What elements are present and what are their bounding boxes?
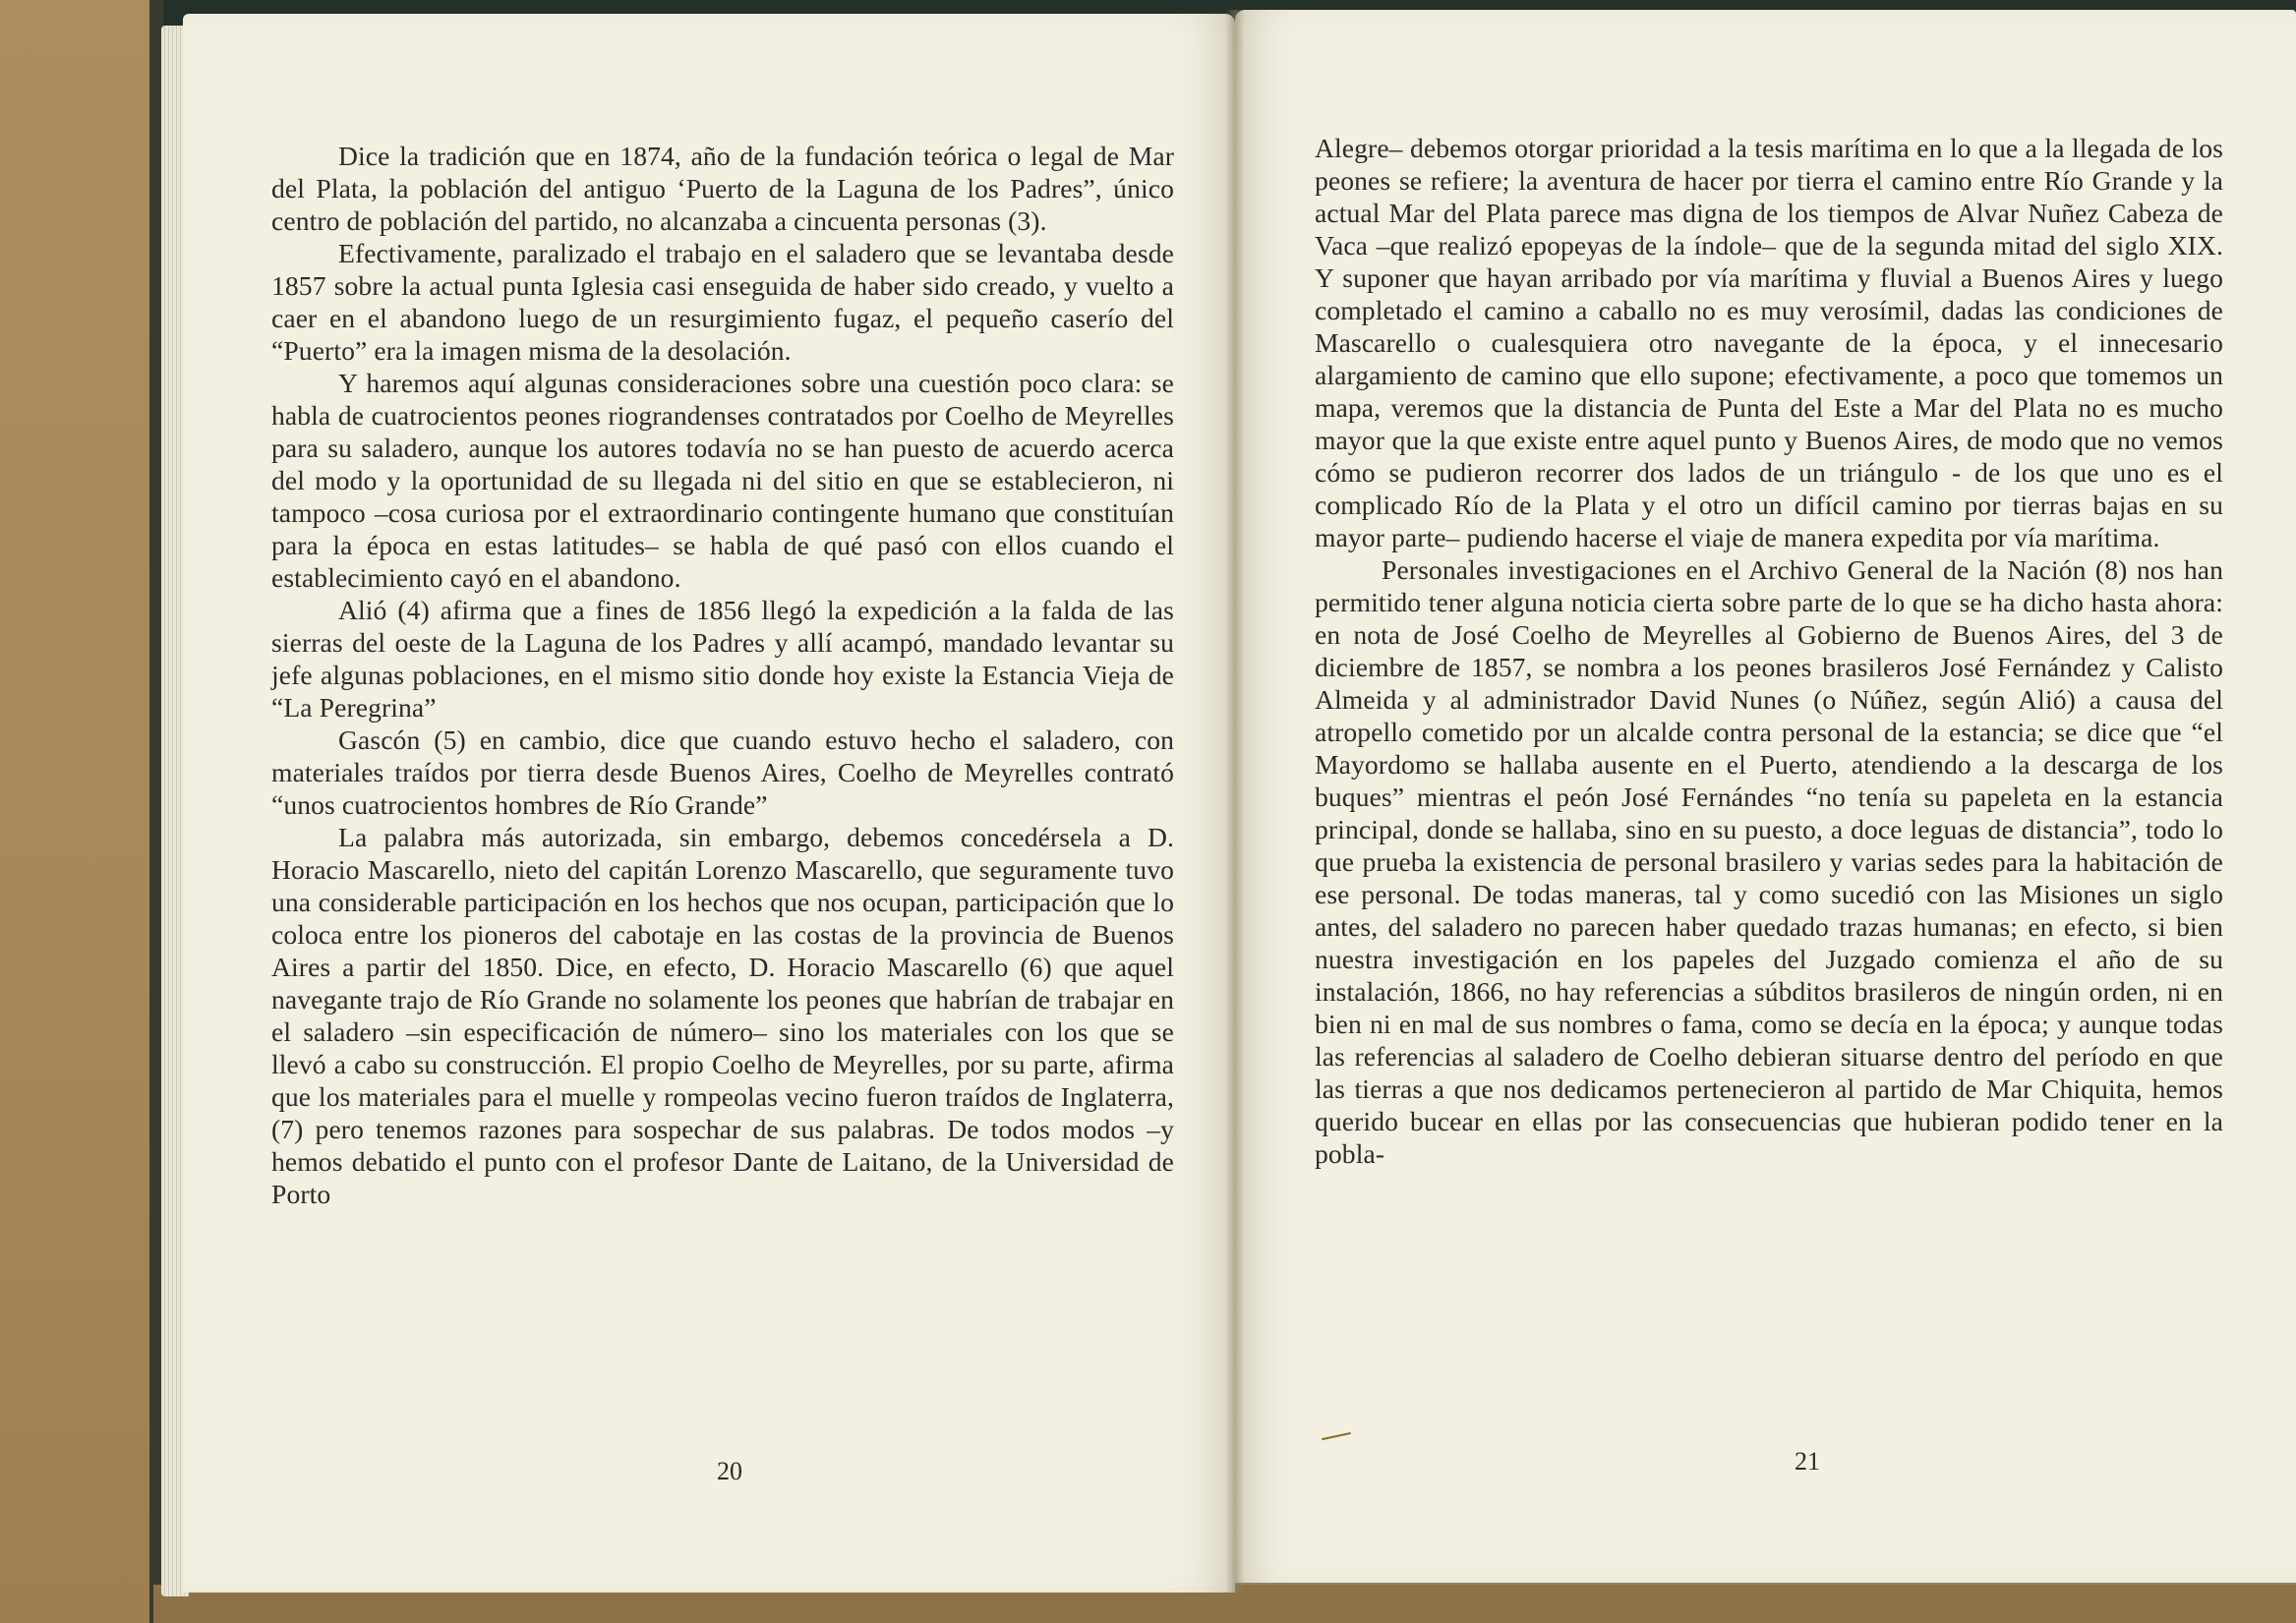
book-gutter — [1225, 10, 1245, 1593]
page-number: 20 — [717, 1457, 742, 1485]
paragraph: La palabra más autorizada, sin embargo, debemos concedérsela a D. Horacio Mascarello, nieto del capitán Lorenzo Mascarello, que seguramente tuvo una considerable participación en los hechos que nos ocupan, participación que lo coloca entre los pioneros del cabotaje en las costas de la provincia de Buenos Aires a partir del 1850. Dice, en efecto, D. Horacio Mascarello (6) que aquel navegante trajo de Río Grande no solamente los peones que habrían de trabajar en el saladero –sin especificación de número– sino los materiales con los que se llevó a cabo su construcción. El propio Coelho de Meyrelles, por su parte, afirma que los materiales para el muelle y rompeolas vecino fueron traídos de Inglaterra, (7) pero tenemos razones para sospechar de sus palabras. De todos modos –y hemos debatido el punto con el profesor Dante de Laitano, de la Universidad de Porto — [271, 822, 1174, 1209]
paragraph: Gascón (5) en cambio, dice que cuando estuvo hecho el saladero, con materiales traídos por tierra desde Buenos Aires, Coelho de Meyrelles contrató “unos cuatrocientos hombres de Río Grande” — [271, 725, 1174, 820]
page-number: 21 — [1795, 1447, 1820, 1476]
paragraph: Alió (4) afirma que a fines de 1856 llegó la expedición a la falda de las sierras del oeste de la Laguna de los Padres y allí acampó, mandado levantar su jefe algunas poblaciones, en el mismo sitio donde hoy existe la Estancia Vieja de “La Peregrina” — [271, 595, 1174, 723]
paragraph-continuation: Alegre– debemos otorgar prioridad a la tesis marítima en lo que a la llegada de los peones se refiere; la aventura de hacer por tierra el camino entre Río Grande y la actual Mar del Plata parece mas digna de los tiempos de Alvar Nuñez Cabeza de Vaca –que realizó epopeyas de la índole– que de la segunda mitad del siglo XIX. Y suponer que hayan arribado por vía marítima y fluvial a Buenos Aires y luego completado el camino a caballo no es muy verosímil, dadas las condiciones de Mascarello o cualesquiera otro navegante de la época, y el innecesario alargamiento de camino que ello supone; efectivamente, a poco que tomemos un mapa, veremos que la distancia de Punta del Este a Mar del Plata no es mucho mayor que la que existe entre aquel punto y Buenos Aires, de modo que no vemos cómo se pudieron recorrer dos lados de un triángulo - de los que uno es el complicado Río de la Plata y el otro un difícil camino por tierras bajas en su mayor parte– pudiendo hacerse el viaje de manera expedita por vía marítima. — [1315, 133, 2223, 552]
paragraph: Personales investigaciones en el Archivo General de la Nación (8) nos han permitido tener alguna noticia cierta sobre parte de lo que se ha dicho hasta ahora: en nota de José Coelho de Meyrelles al Gobierno de Buenos Aires, del 3 de diciembre de 1857, se nombra a los peones brasileros José Fernández y Calisto Almeida y al administrador David Nunes (o Núñez, según Alió) a causa del atropello cometido por un alcalde contra personal de la estancia; se dice que “el Mayordomo se hallaba ausente en el Puerto, atendiendo a la descarga de los buques” mientras el peón José Fernándes “no tenía su papeleta en la estancia principal, donde se hallaba, sino en su puesto, a doce leguas de distancia”, todo lo que prueba la existencia de personal brasilero y varias sedes para la habitación de ese personal. De todas maneras, tal y como sucedió con las Misiones un siglo antes, del saladero no parecen haber quedado trazas humanas; en efecto, si bien nuestra investigación en los papeles del Juzgado comienza el año de su instalación, 1866, no hay referencias a súbditos brasileros de ningún orden, ni en bien ni en mal de sus nombres o fama, como se decía en la época; y aunque todas las referencias al saladero de Coelho debieran situarse dentro del período en que las tierras a que nos dedicamos pertenecieron al partido de Mar Chiquita, hemos querido bucear en ellas por las consecuencias que hubieran podido tener en la pobla- — [1315, 554, 2223, 1169]
left-page-text — [271, 140, 1174, 1210]
right-page — [1235, 10, 2296, 1583]
paragraph: Y haremos aquí algunas consideraciones sobre una cuestión poco clara: se habla de cuatrocientos peones riograndenses contratados por Coelho de Meyrelles para su saladero, aunque los autores todavía no se han puesto de acuerdo acerca del modo y la oportunidad de su llegada ni del sitio en que se establecieron, ni tampoco –cosa curiosa por el extraordinario contingente humano que constituían para la época en estas latitudes– se habla de qué pasó con ellos cuando el establecimiento cayó en el abandono. — [271, 368, 1174, 593]
paragraph: Efectivamente, paralizado el trabajo en el saladero que se levantaba desde 1857 sobre la actual punta Iglesia casi enseguida de haber sido creado, y vuelto a caer en el abandono luego de un resurgimiento fugaz, el pequeño caserío del “Puerto” era la imagen misma de la desolación. — [271, 238, 1174, 366]
left-page — [183, 14, 1235, 1593]
paragraph: Dice la tradición que en 1874, año de la fundación teórica o legal de Mar del Plata, la población del antiguo ‘Puerto de la Laguna de los Padres”, único centro de población del partido, no alcanzaba a cincuenta personas (3). — [271, 141, 1174, 236]
right-page-text — [1315, 132, 2223, 1170]
pencil-mark — [1322, 1432, 1351, 1440]
